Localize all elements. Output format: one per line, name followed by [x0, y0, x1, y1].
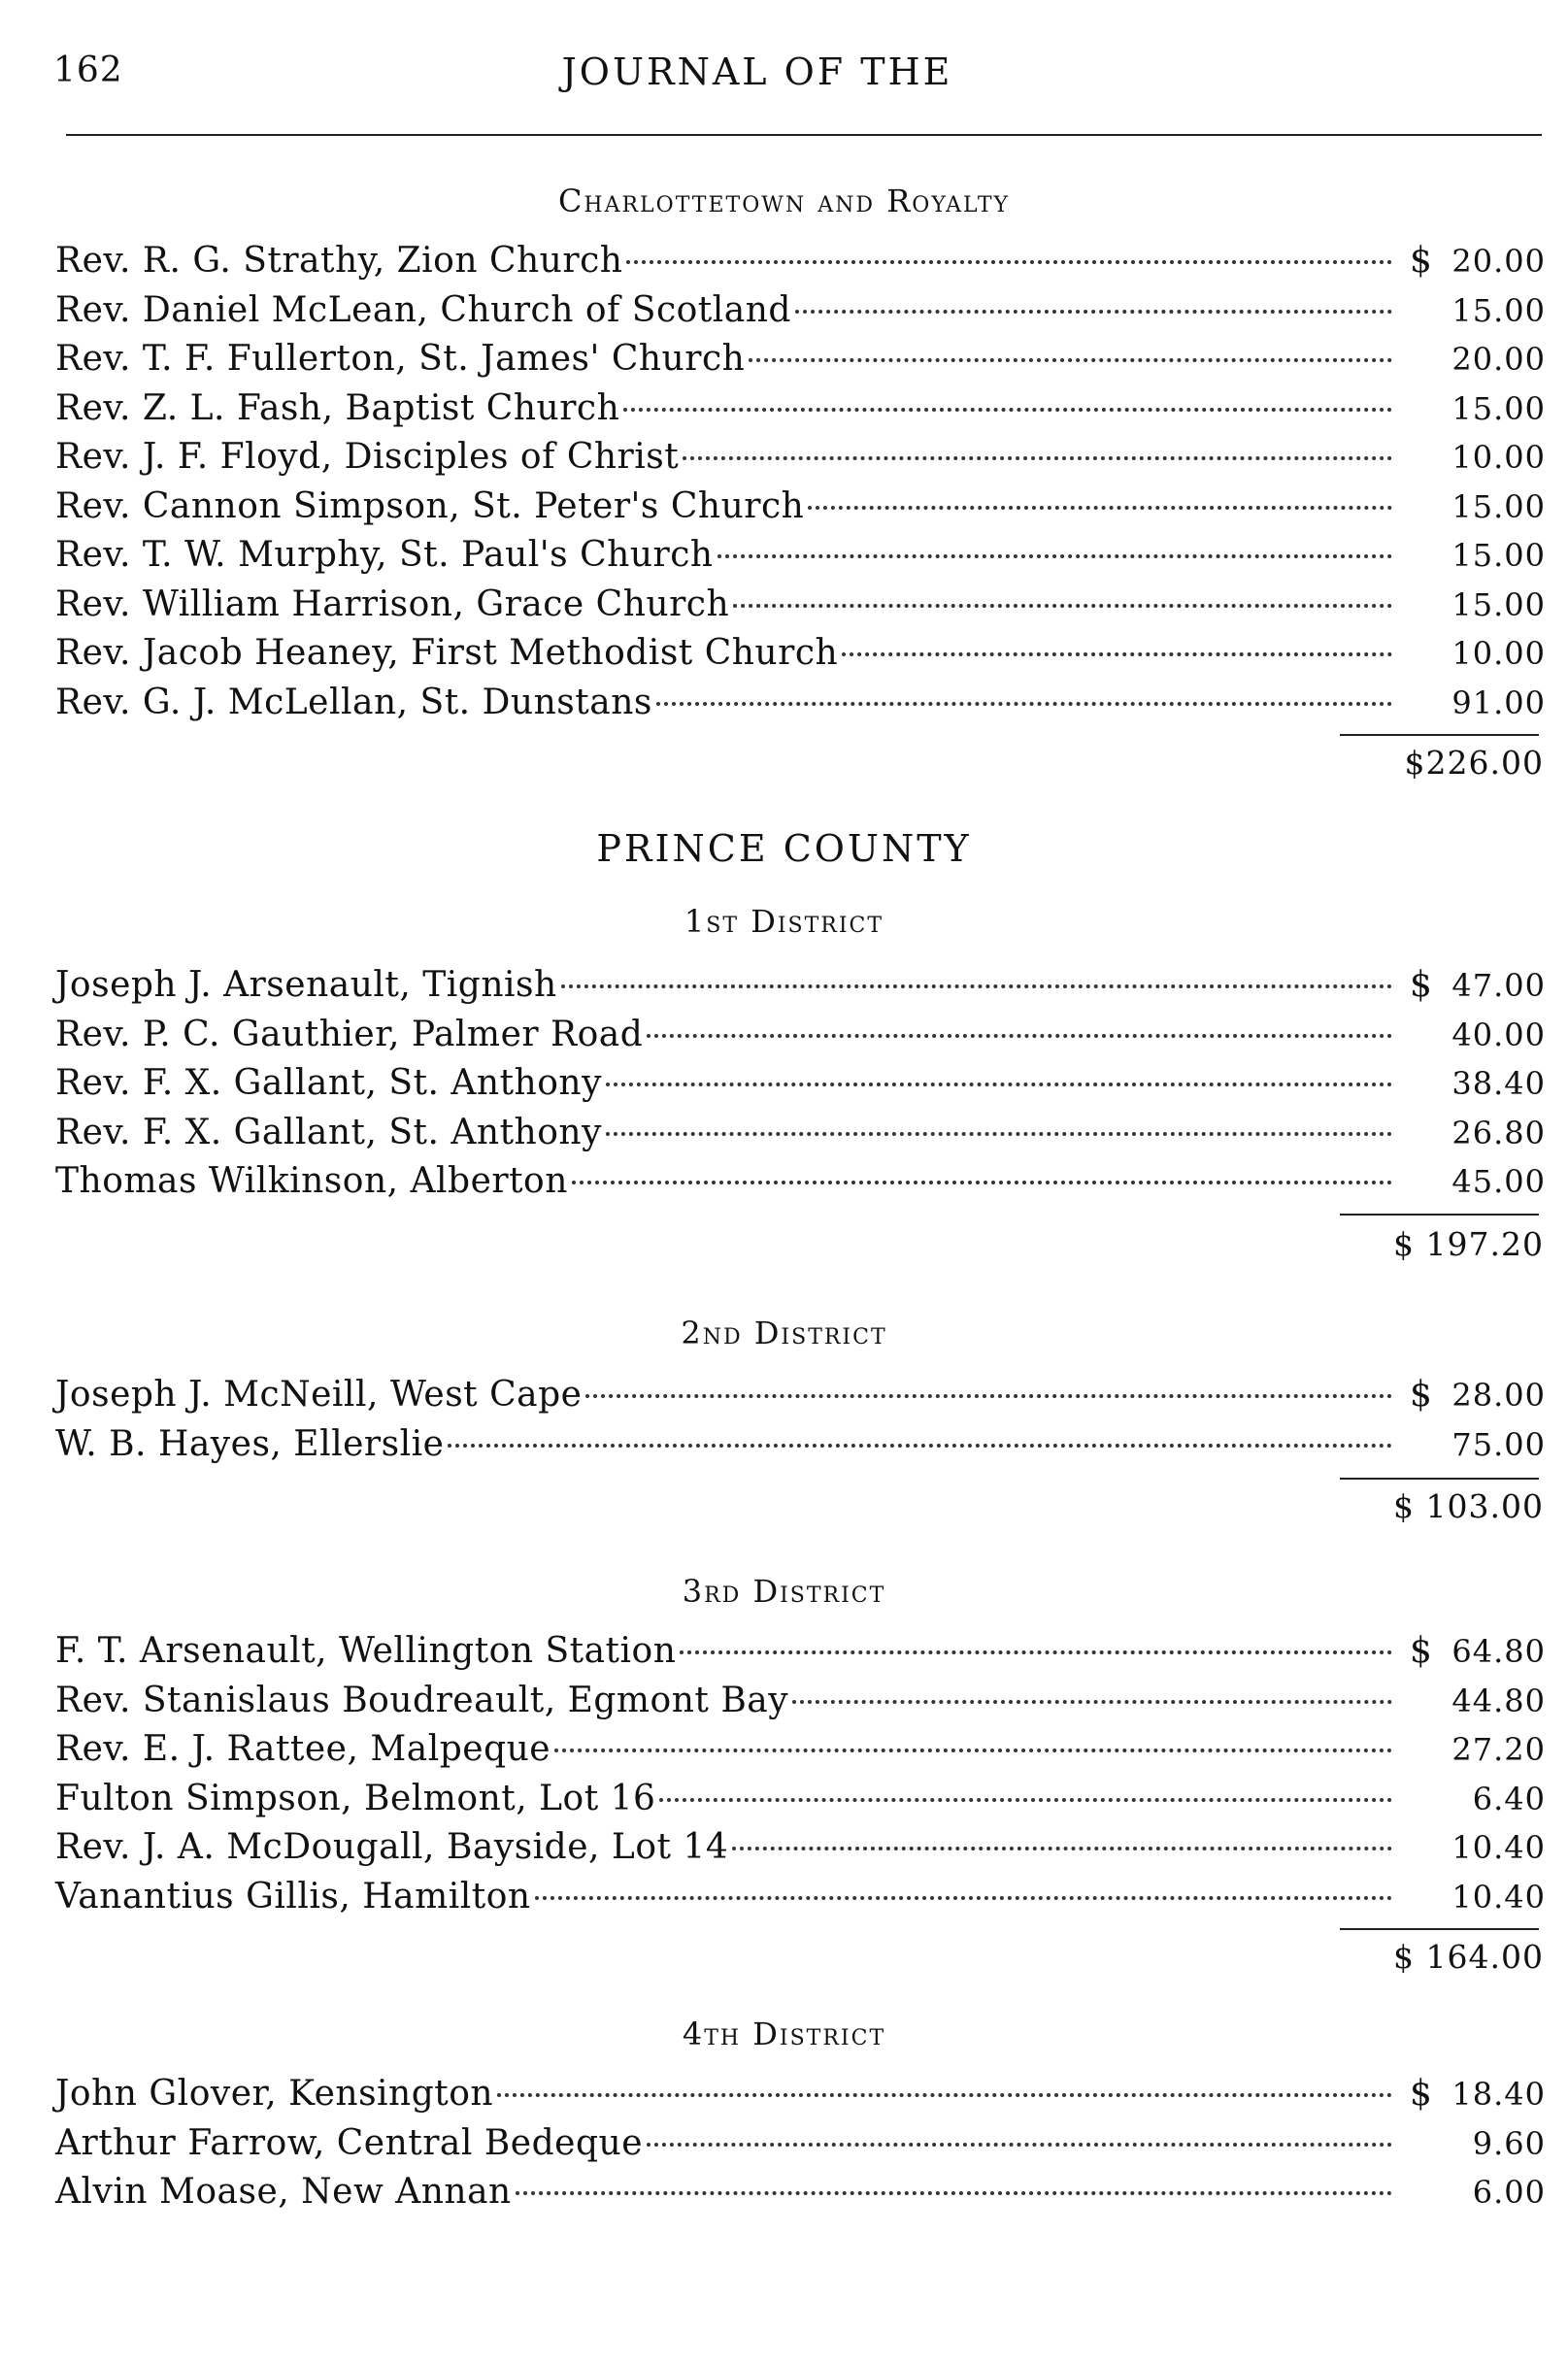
- dot-leader: [749, 358, 1392, 362]
- entry-amount: 64.80: [1451, 1633, 1546, 1670]
- entry-amount: 18.40: [1451, 2076, 1546, 2113]
- total-rule: [1340, 1478, 1539, 1480]
- running-title: JOURNAL OF THE: [561, 50, 953, 93]
- currency-sign: $: [1410, 1375, 1432, 1415]
- entry-name: John Glover, Kensington: [55, 2074, 494, 2114]
- dot-leader: [808, 506, 1392, 510]
- entry-name: F. T. Arsenault, Wellington Station: [55, 1631, 677, 1671]
- entry-amount: 45.00: [1451, 1163, 1546, 1200]
- entry-name: Rev. Z. L. Fash, Baptist Church: [55, 387, 620, 428]
- entry-amount: 10.00: [1451, 635, 1546, 672]
- dot-leader: [561, 984, 1392, 988]
- entry-name: Rev. J. F. Floyd, Disciples of Christ: [55, 437, 680, 477]
- entry-amount: 6.40: [1472, 1780, 1546, 1817]
- entry-amount: 15.00: [1451, 537, 1546, 574]
- entry-amount: 10.40: [1451, 1878, 1546, 1916]
- entry-name: Arthur Farrow, Central Bedeque: [55, 2122, 643, 2163]
- dot-leader: [647, 1034, 1392, 1038]
- entry-amount: 20.00: [1451, 341, 1546, 378]
- dot-leader: [656, 702, 1392, 706]
- list-item: [55, 2172, 1546, 2221]
- entry-list: [55, 1631, 1546, 1925]
- entry-name: Rev. T. W. Murphy, St. Paul's Church: [55, 535, 714, 575]
- entry-name: Rev. T. F. Fullerton, St. James' Church: [55, 339, 746, 379]
- list-item: [55, 633, 1546, 683]
- dot-leader: [647, 2143, 1392, 2147]
- list-item: [55, 535, 1546, 584]
- list-item: [55, 683, 1546, 732]
- entry-name: Joseph J. McNeill, West Cape: [55, 1375, 583, 1415]
- district-heading: 2nd District: [681, 1315, 887, 1351]
- dot-leader: [626, 260, 1392, 264]
- entry-name: Rev. William Harrison, Grace Church: [55, 583, 730, 624]
- dot-leader: [717, 554, 1392, 558]
- list-item: [55, 1631, 1546, 1681]
- list-item: [55, 2123, 1546, 2173]
- section-total: $ 197.20: [1393, 1225, 1544, 1263]
- entry-amount: 27.20: [1451, 1731, 1546, 1768]
- list-item: [55, 1113, 1546, 1162]
- entry-amount: 38.40: [1451, 1065, 1546, 1102]
- entry-list: [55, 2074, 1546, 2221]
- entry-amount: 40.00: [1451, 1016, 1546, 1053]
- list-item: [55, 1827, 1546, 1877]
- entry-name: W. B. Hayes, Ellerslie: [55, 1423, 445, 1464]
- total-rule: [1340, 1214, 1539, 1216]
- entry-list: [55, 1375, 1546, 1473]
- dot-leader: [733, 604, 1392, 608]
- currency-sign: $: [1410, 1631, 1432, 1671]
- currency-sign: $: [1410, 241, 1432, 281]
- dot-leader: [795, 310, 1392, 314]
- entry-name: Joseph J. Arsenault, Tignish: [55, 965, 557, 1005]
- currency-sign: $: [1410, 2074, 1432, 2114]
- page-header: [53, 50, 1539, 109]
- list-item: [55, 1681, 1546, 1730]
- entry-name: Rev. Jacob Heaney, First Methodist Church: [55, 633, 839, 673]
- page-number: 162: [53, 50, 123, 90]
- list-item: [55, 241, 1546, 290]
- entry-name: Fulton Simpson, Belmont, Lot 16: [55, 1778, 656, 1818]
- entry-name: Rev. Stanislaus Boudreault, Egmont Bay: [55, 1680, 789, 1720]
- entry-amount: 26.80: [1451, 1114, 1546, 1151]
- list-item: [55, 388, 1546, 438]
- entry-name: Rev. Cannon Simpson, St. Peter's Church: [55, 485, 805, 526]
- entry-name: Rev. F. X. Gallant, St. Anthony: [55, 1112, 602, 1152]
- list-item: [55, 1015, 1546, 1064]
- list-item: [55, 1779, 1546, 1828]
- entry-name: Rev. Daniel McLean, Church of Scotland: [55, 289, 791, 330]
- dot-leader: [516, 2191, 1392, 2195]
- entry-amount: 47.00: [1451, 967, 1546, 1004]
- entry-amount: 15.00: [1451, 585, 1546, 623]
- entry-amount: 9.60: [1472, 2124, 1546, 2162]
- list-item: [55, 339, 1546, 388]
- dot-leader: [732, 1847, 1392, 1850]
- section-total: $ 103.00: [1393, 1487, 1544, 1525]
- dot-leader: [585, 1394, 1392, 1398]
- dot-leader: [623, 408, 1392, 412]
- header-rule: [66, 134, 1542, 136]
- entry-name: Thomas Wilkinson, Alberton: [55, 1161, 568, 1201]
- currency-sign: $: [1410, 965, 1432, 1005]
- dot-leader: [792, 1700, 1392, 1704]
- entry-name: Rev. P. C. Gauthier, Palmer Road: [55, 1014, 644, 1054]
- entry-name: Rev. E. J. Rattee, Malpeque: [55, 1729, 551, 1769]
- entry-amount: 15.00: [1451, 389, 1546, 427]
- entry-amount: 15.00: [1451, 291, 1546, 329]
- dot-leader: [842, 652, 1392, 656]
- dot-leader: [606, 1083, 1392, 1086]
- entry-amount: 75.00: [1451, 1425, 1546, 1463]
- total-rule: [1340, 1928, 1539, 1930]
- list-item: [55, 2074, 1546, 2123]
- list-item: [55, 437, 1546, 486]
- list-item: [55, 965, 1546, 1015]
- list-item: [55, 1877, 1546, 1926]
- entry-amount: 6.00: [1472, 2174, 1546, 2211]
- section-total: $ 164.00: [1393, 1938, 1544, 1976]
- dot-leader: [683, 456, 1392, 460]
- entry-name: Vanantius Gillis, Hamilton: [55, 1876, 531, 1916]
- section-total: $226.00: [1404, 744, 1544, 782]
- district-heading: 1st District: [684, 903, 884, 940]
- entry-amount: 28.00: [1451, 1377, 1546, 1414]
- total-rule: [1340, 734, 1539, 736]
- list-item: [55, 290, 1546, 340]
- entry-amount: 91.00: [1451, 683, 1546, 721]
- entry-amount: 10.00: [1451, 439, 1546, 476]
- dot-leader: [659, 1798, 1392, 1802]
- section-heading: Charlottetown and Royalty: [557, 183, 1011, 219]
- list-item: [55, 1729, 1546, 1779]
- entry-amount: 44.80: [1451, 1682, 1546, 1719]
- dot-leader: [448, 1444, 1392, 1448]
- entry-name: Rev. R. G. Strathy, Zion Church: [55, 241, 623, 281]
- dot-leader: [572, 1181, 1392, 1184]
- list-item: [55, 1424, 1546, 1474]
- entry-amount: 20.00: [1451, 243, 1546, 280]
- entry-name: Rev. G. J. McLellan, St. Dunstans: [55, 682, 652, 722]
- dot-leader: [497, 2093, 1392, 2097]
- district-heading: 4th District: [682, 2016, 886, 2052]
- list-item: [55, 584, 1546, 634]
- list-item: [55, 1063, 1546, 1113]
- county-heading: PRINCE COUNTY: [596, 827, 972, 870]
- entry-name: Rev. F. X. Gallant, St. Anthony: [55, 1063, 602, 1103]
- entry-name: Rev. J. A. McDougall, Bayside, Lot 14: [55, 1827, 729, 1867]
- list-item: [55, 1161, 1546, 1211]
- dot-leader: [554, 1749, 1392, 1752]
- dot-leader: [680, 1650, 1392, 1654]
- entry-amount: 10.40: [1451, 1829, 1546, 1866]
- district-heading: 3rd District: [682, 1573, 886, 1610]
- list-item: [55, 486, 1546, 536]
- entry-name: Alvin Moase, New Annan: [55, 2172, 512, 2212]
- list-item: [55, 1375, 1546, 1424]
- dot-leader: [606, 1132, 1392, 1136]
- entry-list: [55, 965, 1546, 1211]
- dot-leader: [535, 1896, 1392, 1900]
- entry-amount: 15.00: [1451, 487, 1546, 525]
- entry-list: [55, 241, 1546, 731]
